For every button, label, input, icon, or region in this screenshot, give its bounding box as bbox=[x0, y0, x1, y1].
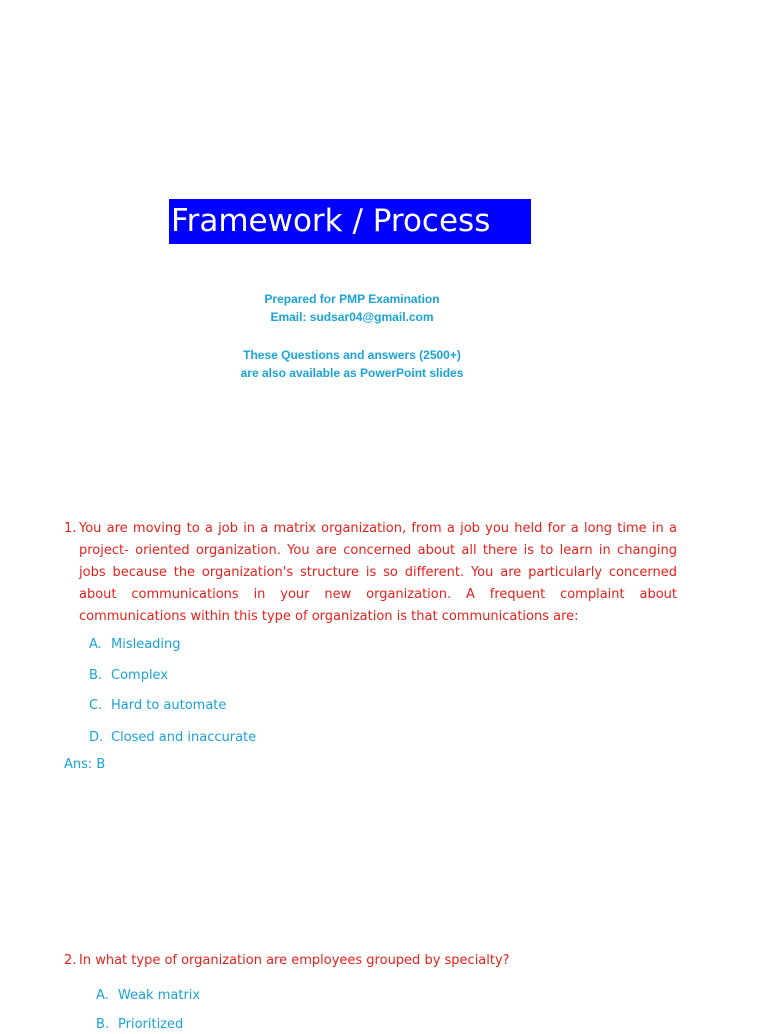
intro-email-line: Email: sudsar04@gmail.com bbox=[270, 310, 434, 324]
option-letter: B. bbox=[96, 1017, 110, 1032]
question-2-option-b bbox=[96, 1016, 183, 1034]
intro-prepared-block bbox=[200, 290, 504, 326]
option-letter: A. bbox=[89, 637, 102, 652]
option-letter: D. bbox=[89, 730, 104, 745]
question-1-answer: Ans: B bbox=[64, 757, 106, 772]
option-text: Weak matrix bbox=[118, 988, 201, 1003]
option-text: Closed and inaccurate bbox=[111, 730, 257, 745]
intro-availability-block bbox=[200, 346, 504, 382]
question-2-number: 2. bbox=[64, 953, 77, 968]
question-1 bbox=[64, 518, 684, 638]
intro-availability-line-1: These Questions and answers (2500+) bbox=[243, 348, 461, 362]
question-1-option-d bbox=[89, 729, 256, 747]
intro-availability-line-2: are also available as PowerPoint slides bbox=[240, 366, 464, 380]
option-letter: C. bbox=[89, 698, 103, 713]
option-text: Hard to automate bbox=[111, 698, 227, 713]
option-letter: A. bbox=[96, 988, 109, 1003]
question-1-option-c bbox=[89, 697, 226, 715]
intro-prepared-line: Prepared for PMP Examination bbox=[264, 292, 440, 306]
question-2-option-a bbox=[96, 987, 200, 1005]
question-2 bbox=[64, 950, 684, 974]
question-1-option-b bbox=[89, 667, 168, 685]
question-2-text: In what type of organization are employees grouped by specialty? bbox=[79, 953, 510, 968]
option-text: Misleading bbox=[111, 637, 181, 652]
question-1-option-a bbox=[89, 636, 181, 654]
question-1-text: You are moving to a job in a matrix organization, from a job you held for a long time in a project- oriented organization. You are concerned about all there is to learn in changing jobs because the organization's structure is so different. You are particularly concerned about communications in your new organization. A frequent complaint about communications within this type of organization is that communications are: bbox=[79, 521, 677, 624]
question-1-number: 1. bbox=[64, 521, 77, 536]
option-text: Prioritized bbox=[118, 1017, 184, 1032]
option-text: Complex bbox=[111, 668, 169, 683]
document-title: Framework / Process bbox=[169, 199, 531, 244]
option-letter: B. bbox=[89, 668, 103, 683]
